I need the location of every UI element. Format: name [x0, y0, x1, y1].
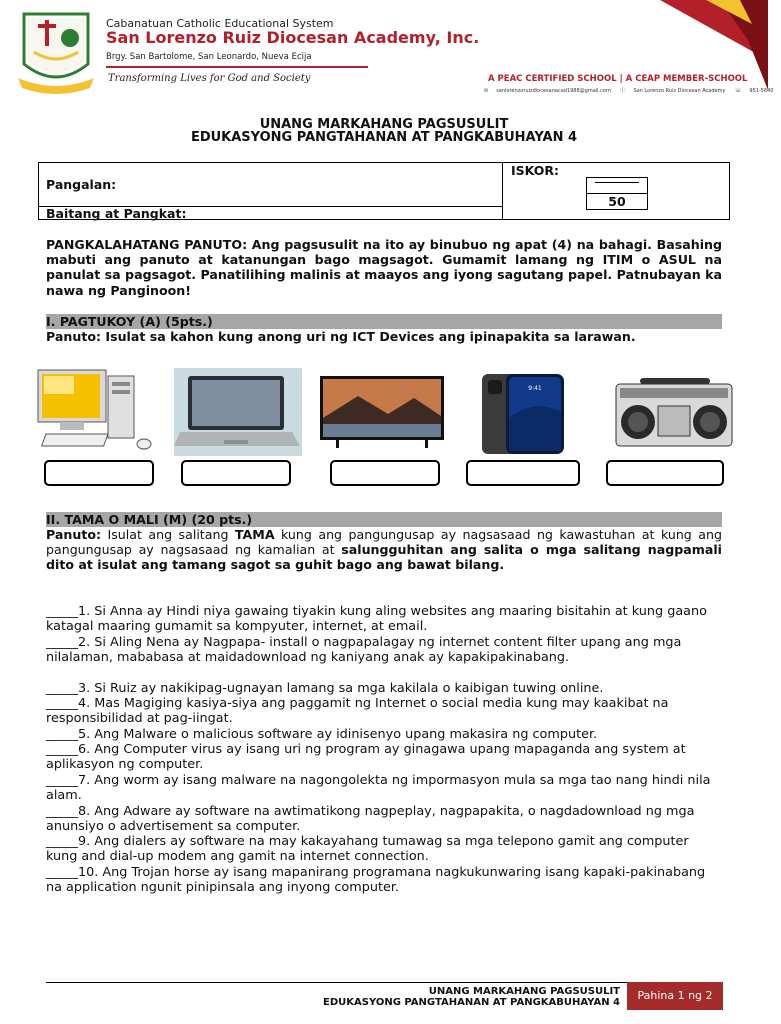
school-name: San Lorenzo Ruiz Diocesan Academy, Inc.	[106, 28, 480, 47]
smartphone-icon	[460, 368, 588, 456]
footer-exam-title: UNANG MARKAHANG PAGSUSULIT	[428, 986, 620, 997]
section2-instruction	[46, 527, 722, 573]
laptop-icon	[174, 368, 302, 456]
tf-item-2[interactable]: _____2. Si Aling Nena ay Nagpapa- install o nagpapalagay ng internet content filter upang ang mga nilalaman, mababasa at maidadownload ng kaniyang anak ay kapakipakinabang.	[46, 635, 682, 666]
accreditation-line: A PEAC CERTIFIED SCHOOL | A CEAP MEMBER-SCHOOL	[488, 74, 748, 84]
answer-box-1[interactable]	[44, 460, 154, 486]
contact-line	[484, 87, 781, 94]
email-icon: ✉	[484, 88, 489, 94]
general-instructions: PANGKALAHATANG PANUTO: Ang pagsusulit na ito ay binubuo ng apat (4) na bahagi. Basahing mabuti ang panuto at katanungan bago magsagot. Gumamit lamang ng ITIM o ASUL na panulat sa pagsagot. Panatilihing malinis at maayos ang iyong sagutang papel. Patnubayan ka nawa ng Panginoon!	[46, 237, 722, 298]
answer-box-2[interactable]	[181, 460, 291, 486]
tf-item-6[interactable]: _____6. Ang Computer virus ay isang uri ng program ay ginagawa upang mapaganda ang system at aplikasyon ng computer.	[46, 742, 686, 773]
header-banner	[0, 0, 768, 100]
footer-divider	[46, 982, 722, 983]
tf-item-5[interactable]: _____5. Ang Malware o malicious software ay idinisenyo upang makasira ng computer.	[46, 727, 598, 742]
instruction-part2: kung ang pangungusap ay nagsasaad ng kawastuhan at kung ang pangungusap ay nagsasaad ng kamalian at	[46, 527, 722, 558]
section1-instruction: Panuto: Isulat sa kahon kung anong uri ng ICT Devices ang ipinapakita sa larawan.	[46, 329, 636, 344]
page-number-badge: Pahina 1 ng 2	[627, 982, 723, 1010]
score-box[interactable]	[586, 177, 648, 210]
school-logo-icon	[14, 8, 98, 94]
tf-item-1[interactable]: _____1. Si Anna ay Hindi niya gawaing tiyakin kung aling websites ang maaring bisitahin at kung gaano katagal maaring gumamit sa kompyuter, internet, at email.	[46, 604, 707, 635]
desktop-computer-icon	[36, 368, 164, 456]
television-icon	[318, 368, 446, 456]
tf-item-3[interactable]: _____3. Si Ruiz ay nakikipag-ugnayan lamang sa mga kakilala o kaibigan tuwing online.	[46, 681, 604, 696]
tf-item-9[interactable]: _____9. Ang dialers ay software na may kakayahang tumawag sa mga telepono gamit ang computer kung and dial-up modem ang gamit na internet connection.	[46, 834, 689, 865]
name-label: Pangalan:	[46, 177, 117, 192]
svg-text:9:41: 9:41	[528, 385, 542, 392]
instruction-bold: salungguhitan ang salita o mga salitang nagpamali dito at isulat ang tamang sagot sa guhit bago ang bawat bilang.	[46, 542, 722, 573]
radio-cassette-icon	[610, 368, 738, 456]
school-address: Brgy. San Bartolome, San Leonardo, Nueva Ecija	[106, 52, 312, 62]
tf-item-10[interactable]: _____10. Ang Trojan horse ay isang mapanirang programana nagkukunwaring isang kapaki-pakinabang na application ngunit pinipinsala ang inyong computer.	[46, 865, 706, 896]
tf-item-8[interactable]: _____8. Ang Adware ay software na awtimatikong nagpeplay, nagpapakita, o nagdadownload ng mga anunsiyo o advertisement sa computer.	[46, 804, 695, 835]
email-text[interactable]: sanlorenzoruizdiocesanacad1988@gmail.com	[496, 88, 611, 94]
school-motto: Transforming Lives for God and Society	[108, 73, 311, 84]
footer-subject-title: EDUKASYONG PANGTAHANAN AT PANGKABUHAYAN 4	[323, 997, 620, 1008]
tf-item-4[interactable]: _____4. Mas Magiging kasiya-siya ang paggamit ng Internet o social media kung may kaakibat na responsibilidad at pag-iingat.	[46, 696, 669, 727]
answer-box-4[interactable]	[466, 460, 580, 486]
facebook-text[interactable]: San Lorenzo Ruiz Diocesan Academy	[633, 88, 726, 94]
instruction-part1: Isulat ang salitang	[107, 527, 229, 542]
tf-item-7[interactable]: _____7. Ang worm ay isang malware na nagongolekta ng impormasyon mula sa mga tao nang hindi nila alam.	[46, 773, 711, 804]
score-total: 50	[608, 194, 626, 209]
exam-title: UNANG MARKAHANG PAGSUSULIT	[259, 117, 509, 132]
facebook-icon: ⓕ	[620, 88, 626, 94]
phone-text: 951-5640	[749, 88, 774, 94]
header-divider	[106, 66, 368, 68]
score-label: ISKOR:	[511, 163, 560, 178]
instruction-label: Panuto:	[46, 527, 102, 542]
instruction-word: TAMA	[234, 527, 275, 542]
phone-icon: ☏	[735, 88, 742, 94]
grade-section-label: Baitang at Pangkat:	[46, 206, 187, 221]
school-system: Cabanatuan Catholic Educational System	[106, 17, 334, 30]
answer-box-5[interactable]	[606, 460, 724, 486]
subject-title: EDUKASYONG PANGTAHANAN AT PANGKABUHAYAN 4	[190, 130, 578, 145]
answer-box-3[interactable]	[330, 460, 440, 486]
section2-title: II. TAMA O MALI (M) (20 pts.)	[46, 512, 722, 527]
section1-title: I. PAGTUKOY (A) (5pts.)	[46, 314, 722, 329]
